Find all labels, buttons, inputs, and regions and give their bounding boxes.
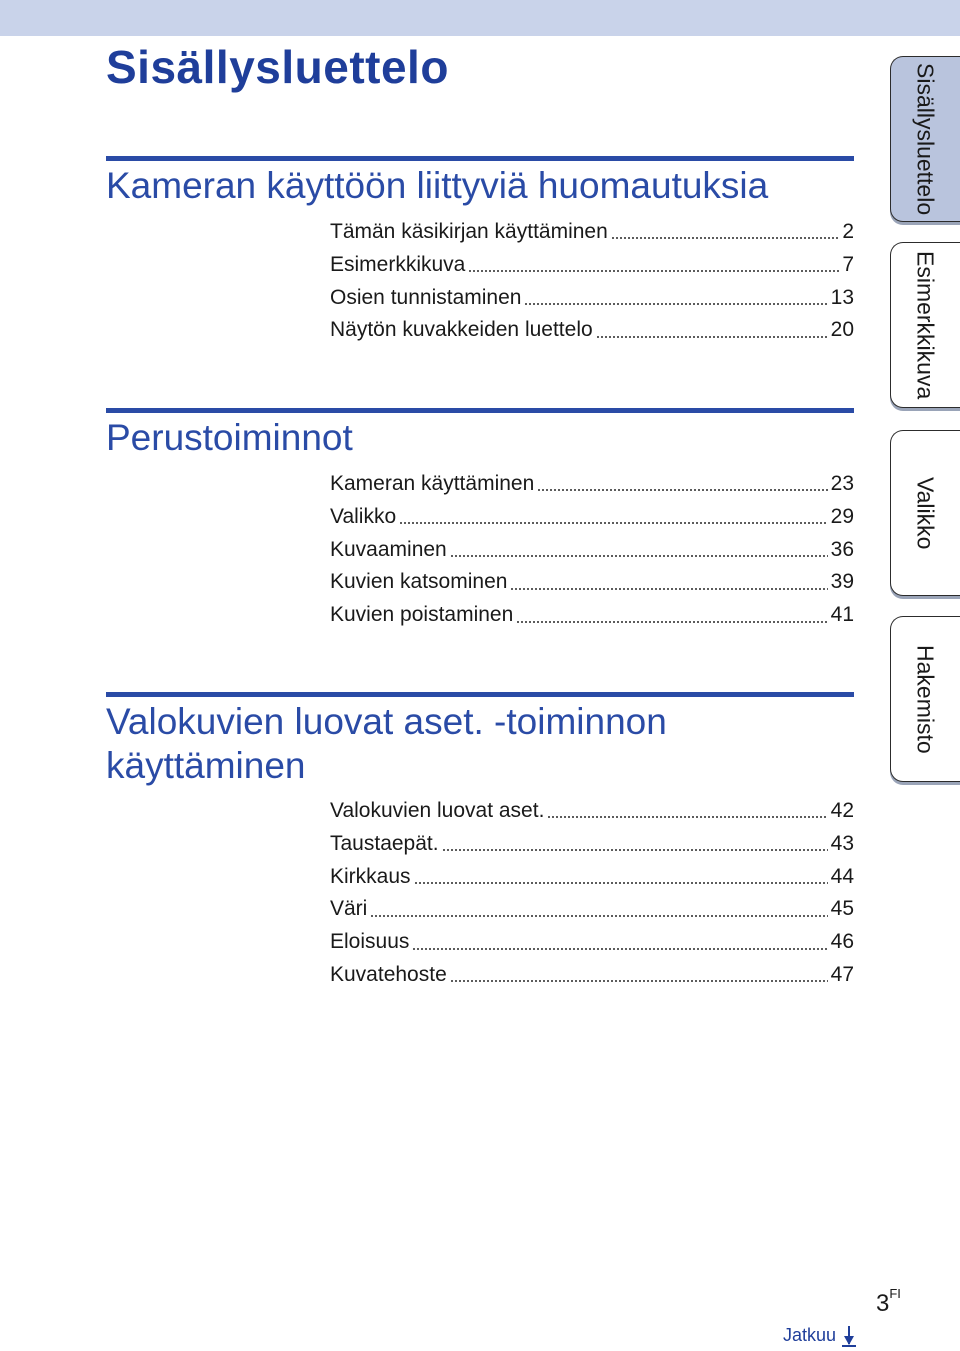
dot-leader [442,849,828,851]
dot-leader [537,489,827,491]
header-bar [0,0,960,36]
toc-entry-label: Näytön kuvakkeiden luettelo [330,318,593,342]
toc-entry-label: Kuvatehoste [330,962,447,986]
page-number-value: 3 [876,1290,890,1317]
toc-entry[interactable] [330,930,854,963]
tab-label: Esimerkkikuva [912,250,939,400]
section-title: Kameran käyttöön liittyviä huomautuksia [106,165,769,206]
dot-leader [611,237,840,239]
tab-sisallysluettelo[interactable] [890,56,960,222]
page-title: Sisällysluettelo [106,41,449,93]
toc-entry-label: Valikko [330,504,397,528]
section-title: Valokuvien luovat aset. -toiminnon käyttäminen [106,701,667,786]
toc-entry-page: 46 [830,930,854,954]
toc-entry-page: 47 [830,962,854,986]
toc-entry-page: 45 [830,897,854,921]
tab-label: Sisällysluettelo [912,62,939,216]
toc-entry-page: 2 [842,220,854,243]
toc-entry[interactable] [330,505,854,538]
dot-leader [370,915,827,917]
toc-entry-page: 23 [830,472,854,495]
toc-entry-label: Kuvien katsominen [330,570,508,594]
toc-entry-label: Kuvaaminen [330,537,447,561]
section-divider [106,408,854,413]
toc-entry-label: Taustaepät. [330,831,439,855]
toc-entry-label: Väri [330,897,368,921]
toc-list [330,220,854,351]
dot-leader [414,882,828,884]
toc-entry[interactable] [330,963,854,996]
toc-entry-label: Tämän käsikirjan käyttäminen [330,220,608,243]
toc-entry[interactable] [330,799,854,832]
toc-entry-page: 41 [830,603,854,627]
toc-entry-page: 39 [830,570,854,594]
continue-label: Jatkuu [783,1325,837,1345]
section-divider [106,692,854,697]
toc-entry[interactable] [330,832,854,865]
dot-leader [450,980,828,982]
toc-list [330,799,854,996]
toc-entry-page: 44 [830,864,854,888]
page-number [876,1286,901,1318]
tab-esimerkkikuva[interactable] [890,242,960,408]
toc-entry[interactable] [330,603,854,636]
section-title: Perustoiminnot [106,417,353,458]
toc-entry[interactable] [330,897,854,930]
section-divider [106,156,854,161]
page-number-suffix: FI [889,1286,901,1301]
continue-link[interactable] [783,1325,856,1346]
dot-leader [547,816,827,818]
tab-valikko[interactable] [890,430,960,596]
toc-entry[interactable] [330,865,854,898]
toc-entry[interactable] [330,472,854,505]
toc-entry[interactable] [330,220,854,253]
toc-entry-label: Kameran käyttäminen [330,472,535,495]
toc-entry-label: Kirkkaus [330,864,411,888]
toc-entry[interactable] [330,538,854,571]
dot-leader [510,588,827,590]
dot-leader [524,303,827,305]
toc-entry-page: 42 [830,799,854,822]
toc-entry-label: Valokuvien luovat aset. [330,799,545,822]
toc-entry-label: Osien tunnistaminen [330,285,522,309]
toc-entry-page: 20 [830,318,854,342]
tab-hakemisto[interactable] [890,616,960,782]
toc-entry[interactable] [330,286,854,319]
dot-leader [450,555,828,557]
dot-leader [412,948,827,950]
toc-entry-page: 13 [830,285,854,309]
toc-entry-label: Kuvien poistaminen [330,603,514,627]
toc-entry[interactable] [330,570,854,603]
toc-entry-page: 29 [830,504,854,528]
toc-entry-page: 43 [830,831,854,855]
dot-leader [596,336,828,338]
toc-entry-label: Eloisuus [330,930,410,954]
toc-entry-label: Esimerkkikuva [330,252,466,276]
tab-label: Hakemisto [912,644,939,754]
arrow-down-icon [842,1326,856,1346]
dot-leader [399,522,828,524]
toc-list [330,472,854,636]
tab-label: Valikko [912,476,939,550]
dot-leader [516,621,827,623]
toc-entry-page: 36 [830,537,854,561]
dot-leader [468,270,839,272]
toc-entry[interactable] [330,253,854,286]
toc-entry-page: 7 [842,252,854,276]
toc-entry[interactable] [330,318,854,351]
